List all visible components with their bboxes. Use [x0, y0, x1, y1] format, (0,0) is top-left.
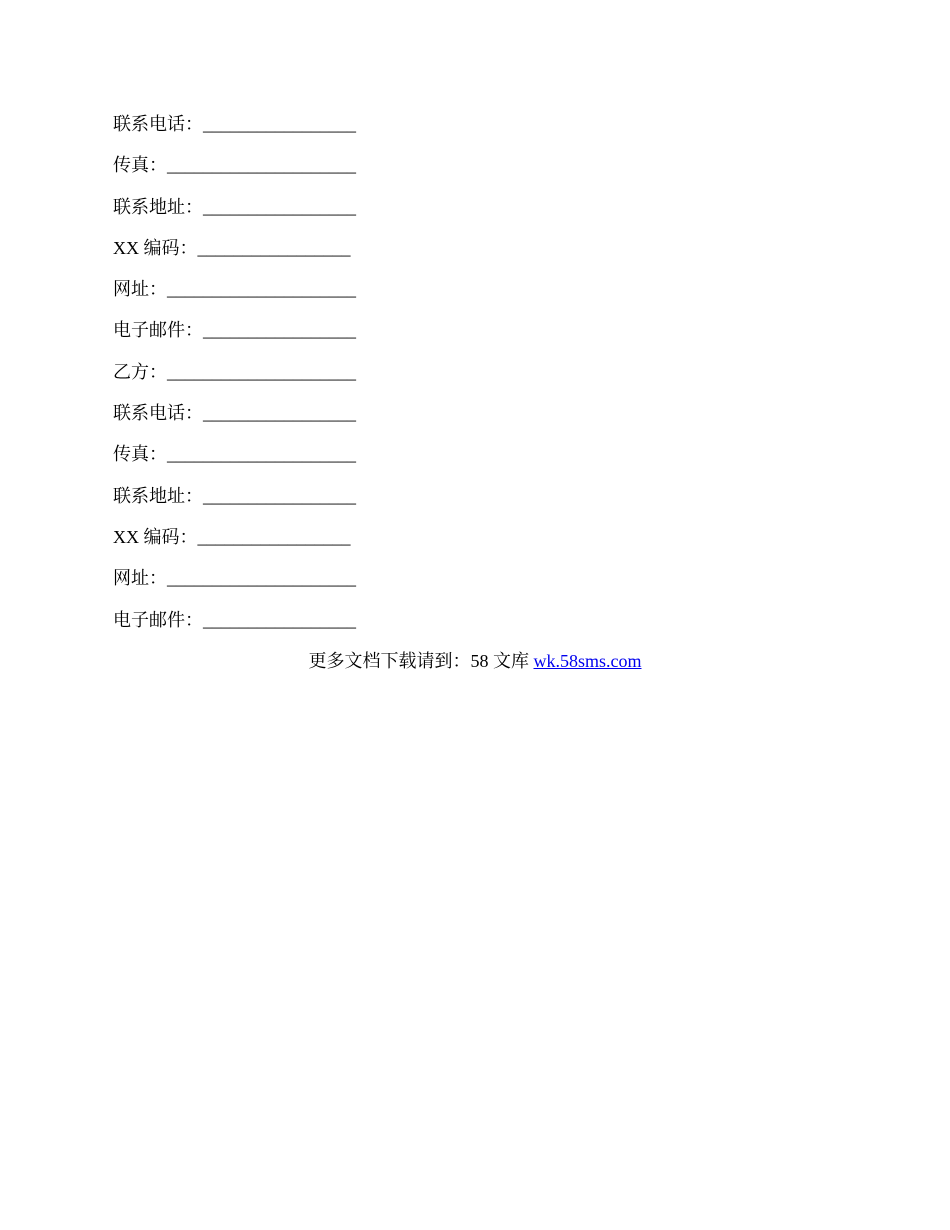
footer-link[interactable]: wk.58sms.com — [533, 651, 642, 671]
field-phone: 联系电话：_________________ — [113, 114, 356, 134]
field-party-b: 乙方：_____________________ — [113, 361, 356, 382]
field-website: 网址：_____________________ — [113, 279, 356, 300]
contact-fields — [113, 111, 613, 648]
field-postcode-b: XX 编码：_________________ — [113, 526, 351, 547]
field-website-b: 网址：_____________________ — [113, 568, 356, 589]
field-address: 联系地址：_________________ — [113, 196, 356, 217]
field-address-b: 联系地址：_________________ — [113, 485, 356, 506]
download-footer — [0, 648, 950, 674]
footer-text: 更多文档下载请到：58 文库 — [308, 651, 534, 671]
field-fax-b: 传真：_____________________ — [113, 444, 356, 465]
field-email: 电子邮件：_________________ — [113, 320, 356, 341]
field-email-b: 电子邮件：_________________ — [113, 609, 356, 630]
field-postcode: XX 编码：_________________ — [113, 237, 351, 258]
field-fax: 传真：_____________________ — [113, 155, 356, 176]
field-phone-b: 联系电话：_________________ — [113, 403, 356, 424]
